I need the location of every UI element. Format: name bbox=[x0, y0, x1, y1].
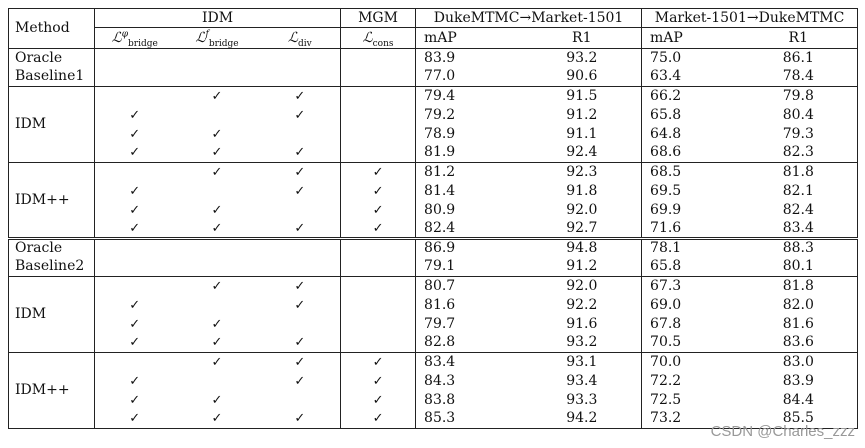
method-label: Oracle bbox=[9, 49, 95, 68]
r1-m2d-value: 84.4 bbox=[782, 391, 814, 408]
r1-d2m-value: 91.5 bbox=[523, 87, 642, 106]
empty-cell bbox=[341, 87, 416, 106]
check-mark: ✓ bbox=[341, 410, 416, 429]
empty-cell bbox=[95, 353, 175, 372]
map-d2m-value: 79.4 bbox=[424, 87, 456, 104]
r1-m2d-value: 88.3 bbox=[782, 240, 814, 257]
map-d2m-value: 80.9 bbox=[424, 201, 456, 218]
map-d2m-value: 79.2 bbox=[424, 106, 456, 123]
r1-d2m-value: 90.6 bbox=[523, 68, 642, 87]
map-m2d-value: 64.8 bbox=[650, 125, 682, 142]
table-row bbox=[9, 68, 858, 87]
r1-d2m-value: 92.7 bbox=[523, 220, 642, 239]
check-mark: ✓ bbox=[129, 107, 141, 123]
map-m2d-value: 69.9 bbox=[650, 201, 682, 218]
check-mark: ✓ bbox=[129, 183, 141, 199]
r1-d2m-value: 93.2 bbox=[523, 49, 642, 68]
method-label: IDM++ bbox=[9, 163, 95, 239]
r1-d2m-value: 91.6 bbox=[523, 315, 642, 334]
table-row bbox=[9, 220, 858, 239]
map-m2d-value: 78.1 bbox=[650, 240, 682, 257]
r1-m2d-value: 80.4 bbox=[782, 106, 814, 123]
check-mark: ✓ bbox=[129, 297, 141, 313]
check-mark: ✓ bbox=[260, 106, 341, 125]
map-d2m-value: 83.8 bbox=[424, 391, 456, 408]
table-row bbox=[9, 391, 858, 410]
check-mark: ✓ bbox=[211, 411, 223, 427]
table-row bbox=[9, 239, 858, 258]
empty-cell bbox=[260, 239, 341, 258]
check-mark: ✓ bbox=[211, 164, 223, 180]
table-row bbox=[9, 49, 858, 68]
empty-cell bbox=[95, 163, 175, 182]
check-mark: ✓ bbox=[260, 144, 341, 163]
header-method: Method bbox=[9, 9, 95, 49]
header-loss-cons: ℒ$_{cons}$ bbox=[341, 28, 416, 49]
check-mark: ✓ bbox=[341, 353, 416, 372]
map-m2d-value: 75.0 bbox=[650, 49, 682, 66]
check-mark: ✓ bbox=[260, 87, 341, 106]
table-row bbox=[9, 182, 858, 201]
table-row bbox=[9, 125, 858, 144]
r1-d2m-value: 91.2 bbox=[523, 106, 642, 125]
header-map-m2d: mAP bbox=[642, 28, 740, 49]
empty-cell bbox=[260, 68, 341, 87]
check-mark: ✓ bbox=[129, 202, 141, 218]
r1-d2m-value: 94.2 bbox=[523, 410, 642, 429]
r1-d2m-value: 92.3 bbox=[523, 163, 642, 182]
r1-d2m-value: 91.2 bbox=[523, 258, 642, 277]
check-mark: ✓ bbox=[211, 335, 223, 351]
results-table bbox=[8, 8, 858, 429]
r1-m2d-value: 83.9 bbox=[782, 372, 814, 389]
r1-d2m-value: 93.2 bbox=[523, 334, 642, 353]
map-d2m-value: 81.6 bbox=[424, 296, 456, 313]
empty-cell bbox=[175, 372, 260, 391]
r1-m2d-value: 85.5 bbox=[782, 410, 814, 427]
check-mark: ✓ bbox=[341, 391, 416, 410]
map-m2d-value: 65.8 bbox=[650, 258, 682, 275]
check-mark: ✓ bbox=[211, 145, 223, 161]
table-row bbox=[9, 315, 858, 334]
check-mark: ✓ bbox=[260, 182, 341, 201]
empty-cell bbox=[175, 49, 260, 68]
r1-d2m-value: 92.2 bbox=[523, 296, 642, 315]
header-r1-d2m: R1 bbox=[523, 28, 642, 49]
check-mark: ✓ bbox=[211, 126, 223, 142]
map-d2m-value: 82.8 bbox=[424, 334, 456, 351]
empty-cell bbox=[95, 277, 175, 296]
empty-cell bbox=[95, 49, 175, 68]
r1-m2d-value: 80.1 bbox=[782, 258, 814, 275]
map-d2m-value: 80.7 bbox=[424, 277, 456, 294]
r1-m2d-value: 83.4 bbox=[782, 219, 814, 236]
table-row bbox=[9, 277, 858, 296]
r1-m2d-value: 78.4 bbox=[782, 68, 814, 85]
r1-d2m-value: 94.8 bbox=[523, 239, 642, 258]
r1-d2m-value: 93.4 bbox=[523, 372, 642, 391]
map-m2d-value: 69.5 bbox=[650, 182, 682, 199]
header-duke-to-market: DukeMTMC→Market-1501 bbox=[416, 9, 642, 28]
r1-m2d-value: 83.0 bbox=[782, 353, 814, 370]
map-m2d-value: 65.8 bbox=[650, 106, 682, 123]
r1-m2d-value: 83.6 bbox=[782, 334, 814, 351]
check-mark: ✓ bbox=[211, 392, 223, 408]
r1-d2m-value: 91.8 bbox=[523, 182, 642, 201]
empty-cell bbox=[175, 106, 260, 125]
watermark: CSDN @Charles_zzz bbox=[710, 423, 855, 440]
empty-cell bbox=[175, 182, 260, 201]
map-m2d-value: 69.0 bbox=[650, 296, 682, 313]
empty-cell bbox=[260, 391, 341, 410]
check-mark: ✓ bbox=[341, 220, 416, 239]
empty-cell bbox=[341, 125, 416, 144]
map-m2d-value: 67.8 bbox=[650, 315, 682, 332]
table-row bbox=[9, 201, 858, 220]
map-d2m-value: 81.4 bbox=[424, 182, 456, 199]
check-mark: ✓ bbox=[211, 316, 223, 332]
check-mark: ✓ bbox=[211, 88, 223, 104]
check-mark: ✓ bbox=[129, 220, 141, 236]
table-row bbox=[9, 163, 858, 182]
r1-m2d-value: 81.6 bbox=[782, 315, 814, 332]
method-label: IDM bbox=[9, 87, 95, 163]
r1-m2d-value: 82.3 bbox=[782, 144, 814, 161]
map-m2d-value: 70.5 bbox=[650, 334, 682, 351]
map-d2m-value: 81.9 bbox=[424, 144, 456, 161]
check-mark: ✓ bbox=[260, 334, 341, 353]
empty-cell bbox=[341, 68, 416, 87]
map-m2d-value: 67.3 bbox=[650, 277, 682, 294]
map-d2m-value: 84.3 bbox=[424, 372, 456, 389]
empty-cell bbox=[175, 258, 260, 277]
table-row bbox=[9, 353, 858, 372]
empty-cell bbox=[175, 68, 260, 87]
map-m2d-value: 63.4 bbox=[650, 68, 682, 85]
check-mark: ✓ bbox=[211, 202, 223, 218]
empty-cell bbox=[175, 296, 260, 315]
map-d2m-value: 79.1 bbox=[424, 258, 456, 275]
map-d2m-value: 85.3 bbox=[424, 410, 456, 427]
map-d2m-value: 82.4 bbox=[424, 219, 456, 236]
table-row bbox=[9, 296, 858, 315]
empty-cell bbox=[341, 106, 416, 125]
method-label: Baseline2 bbox=[9, 258, 95, 277]
check-mark: ✓ bbox=[129, 145, 141, 161]
empty-cell bbox=[95, 258, 175, 277]
table-row bbox=[9, 334, 858, 353]
map-m2d-value: 72.5 bbox=[650, 391, 682, 408]
r1-m2d-value: 86.1 bbox=[782, 49, 814, 66]
check-mark: ✓ bbox=[260, 296, 341, 315]
empty-cell bbox=[95, 68, 175, 87]
empty-cell bbox=[341, 296, 416, 315]
map-d2m-value: 83.9 bbox=[424, 49, 456, 66]
r1-m2d-value: 82.0 bbox=[782, 296, 814, 313]
check-mark: ✓ bbox=[260, 220, 341, 239]
header-market-to-duke: Market-1501→DukeMTMC bbox=[654, 9, 845, 26]
check-mark: ✓ bbox=[260, 277, 341, 296]
r1-d2m-value: 92.0 bbox=[523, 201, 642, 220]
header-mgm: MGM bbox=[341, 9, 416, 28]
r1-m2d-value: 81.8 bbox=[782, 163, 814, 180]
check-mark: ✓ bbox=[211, 354, 223, 370]
check-mark: ✓ bbox=[129, 126, 141, 142]
map-m2d-value: 73.2 bbox=[650, 410, 682, 427]
method-label: Oracle bbox=[9, 239, 95, 258]
empty-cell bbox=[341, 334, 416, 353]
map-m2d-value: 66.2 bbox=[650, 87, 682, 104]
check-mark: ✓ bbox=[260, 353, 341, 372]
check-mark: ✓ bbox=[129, 392, 141, 408]
map-m2d-value: 72.2 bbox=[650, 372, 682, 389]
map-d2m-value: 86.9 bbox=[424, 240, 456, 257]
check-mark: ✓ bbox=[129, 373, 141, 389]
header-loss-bridge-f: ℒ$^f_{bridge}$ bbox=[175, 28, 260, 49]
map-m2d-value: 71.6 bbox=[650, 219, 682, 236]
map-d2m-value: 81.2 bbox=[424, 163, 456, 180]
check-mark: ✓ bbox=[341, 163, 416, 182]
table-row bbox=[9, 258, 858, 277]
check-mark: ✓ bbox=[260, 410, 341, 429]
empty-cell bbox=[260, 49, 341, 68]
empty-cell bbox=[260, 125, 341, 144]
empty-cell bbox=[95, 87, 175, 106]
map-d2m-value: 79.7 bbox=[424, 315, 456, 332]
method-label: IDM bbox=[9, 277, 95, 353]
table-row bbox=[9, 144, 858, 163]
map-m2d-value: 70.0 bbox=[650, 353, 682, 370]
check-mark: ✓ bbox=[260, 163, 341, 182]
check-mark: ✓ bbox=[129, 316, 141, 332]
r1-d2m-value: 93.1 bbox=[523, 353, 642, 372]
header-r1-m2d: R1 bbox=[740, 28, 858, 49]
header-loss-bridge-phi: ℒ$^\varphi_{bridge}$ bbox=[95, 28, 175, 49]
empty-cell bbox=[341, 277, 416, 296]
map-m2d-value: 68.5 bbox=[650, 163, 682, 180]
check-mark: ✓ bbox=[260, 372, 341, 391]
empty-cell bbox=[341, 49, 416, 68]
empty-cell bbox=[341, 239, 416, 258]
results-body bbox=[9, 49, 858, 429]
r1-m2d-value: 82.4 bbox=[782, 201, 814, 218]
empty-cell bbox=[341, 315, 416, 334]
method-label: Baseline1 bbox=[9, 68, 95, 87]
r1-m2d-value: 81.8 bbox=[782, 277, 814, 294]
check-mark: ✓ bbox=[341, 201, 416, 220]
r1-d2m-value: 91.1 bbox=[523, 125, 642, 144]
r1-d2m-value: 92.0 bbox=[523, 277, 642, 296]
header-loss-div: ℒ$_{div}$ bbox=[260, 28, 341, 49]
check-mark: ✓ bbox=[211, 220, 223, 236]
r1-m2d-value: 82.1 bbox=[782, 182, 814, 199]
check-mark: ✓ bbox=[129, 335, 141, 351]
check-mark: ✓ bbox=[211, 278, 223, 294]
empty-cell bbox=[260, 258, 341, 277]
r1-d2m-value: 93.3 bbox=[523, 391, 642, 410]
map-d2m-value: 78.9 bbox=[424, 125, 456, 142]
header-map-d2m: mAP bbox=[416, 28, 523, 49]
r1-d2m-value: 92.4 bbox=[523, 144, 642, 163]
map-d2m-value: 77.0 bbox=[424, 68, 456, 85]
r1-m2d-value: 79.8 bbox=[782, 87, 814, 104]
empty-cell bbox=[95, 239, 175, 258]
table-row bbox=[9, 372, 858, 391]
table-row bbox=[9, 87, 858, 106]
check-mark: ✓ bbox=[341, 372, 416, 391]
header-idm: IDM bbox=[95, 9, 341, 28]
check-mark: ✓ bbox=[129, 411, 141, 427]
empty-cell bbox=[260, 315, 341, 334]
empty-cell bbox=[260, 201, 341, 220]
map-m2d-value: 68.6 bbox=[650, 144, 682, 161]
empty-cell bbox=[341, 144, 416, 163]
table-row bbox=[9, 106, 858, 125]
map-d2m-value: 83.4 bbox=[424, 353, 456, 370]
r1-m2d-value: 79.3 bbox=[782, 125, 814, 142]
check-mark: ✓ bbox=[341, 182, 416, 201]
empty-cell bbox=[341, 258, 416, 277]
method-label: IDM++ bbox=[9, 353, 95, 429]
empty-cell bbox=[175, 239, 260, 258]
